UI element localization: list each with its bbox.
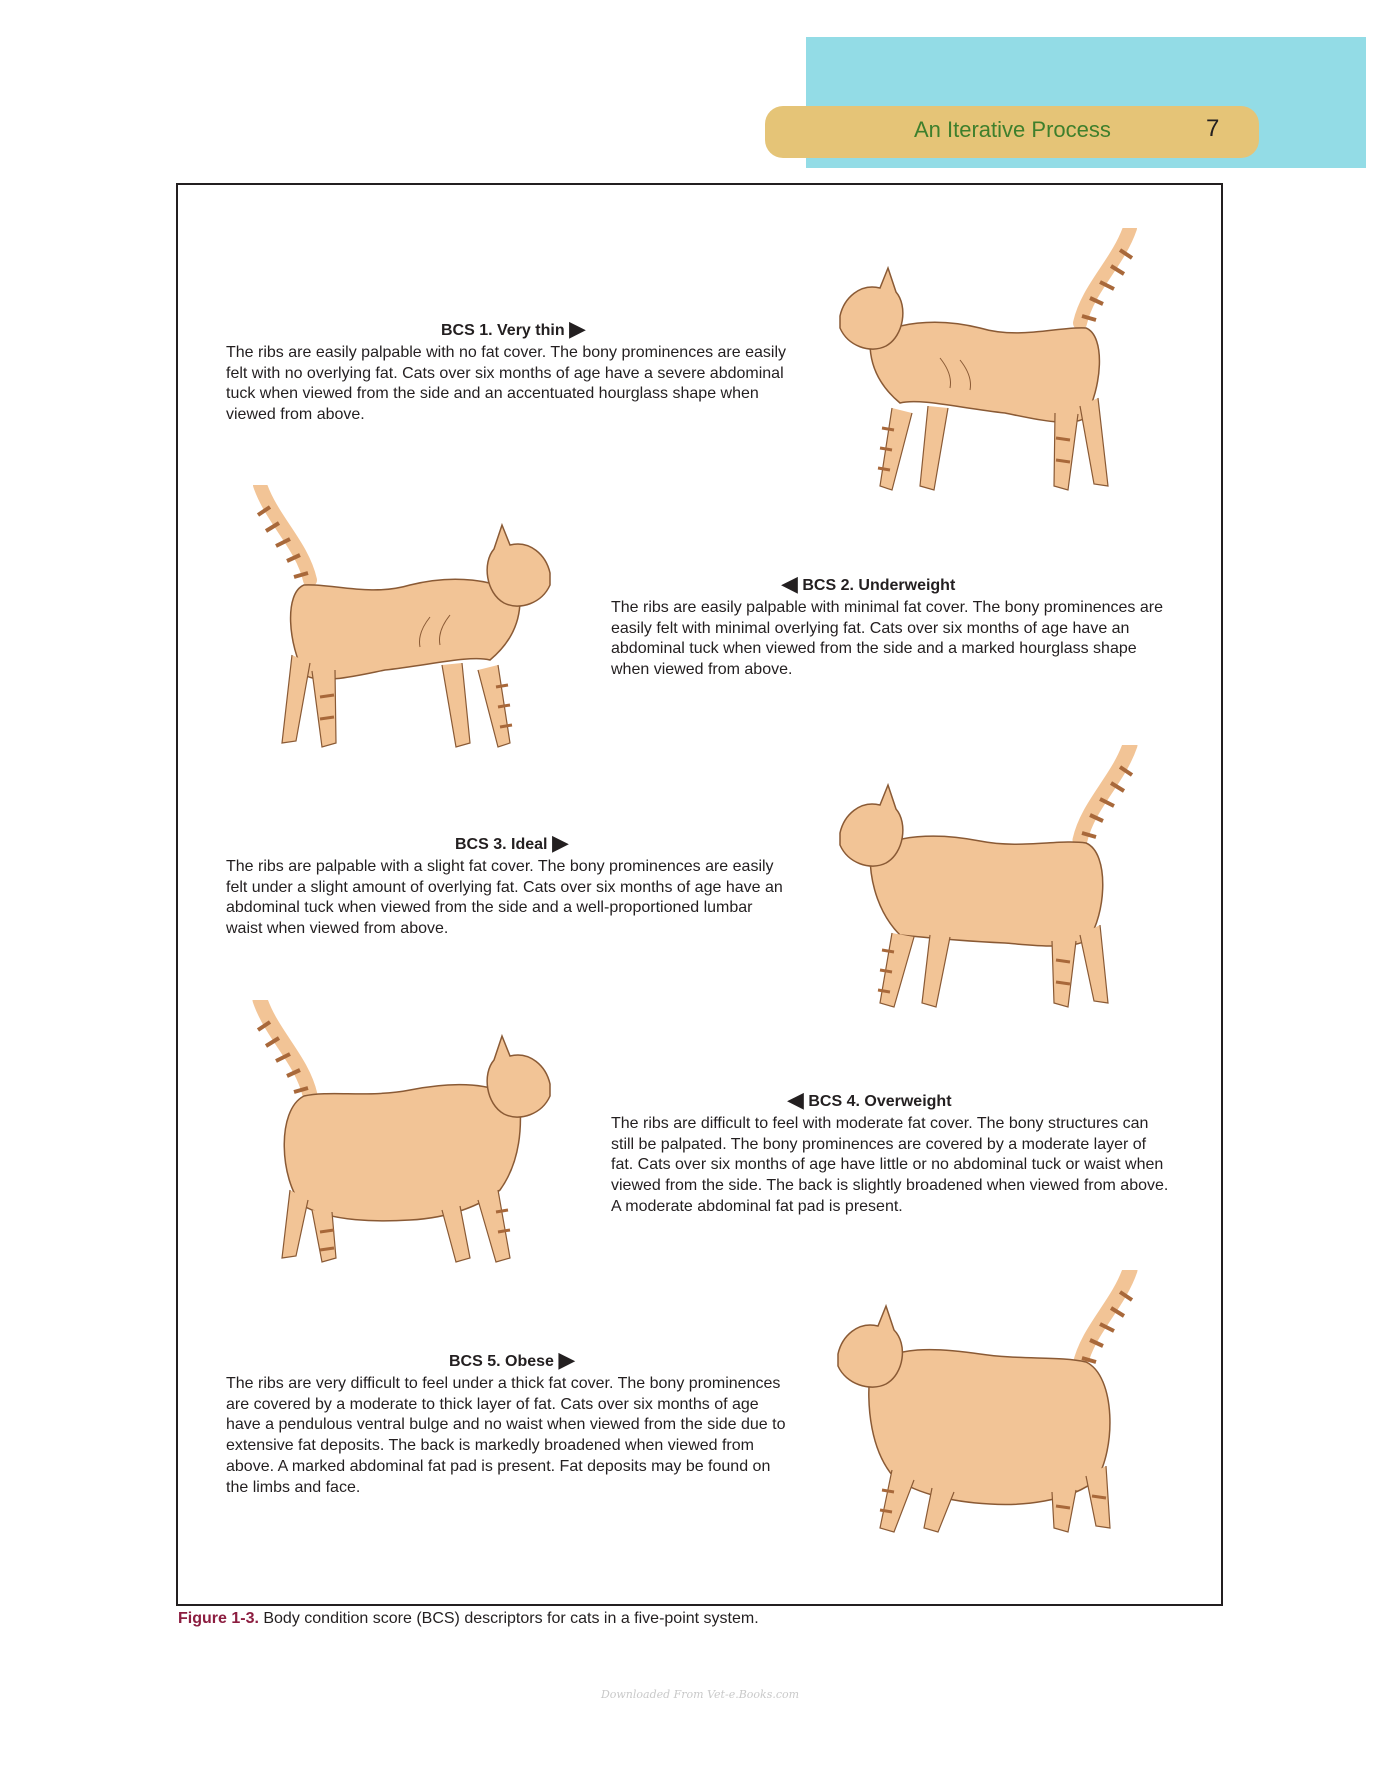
- arrow-left-icon: ◀: [787, 1087, 804, 1112]
- arrow-left-icon: ◀: [781, 571, 798, 596]
- bcs-heading-3: [226, 832, 786, 856]
- watermark: Downloaded From Vet-e.Books.com: [600, 1688, 800, 1701]
- bcs-heading-text: BCS 5. Obese: [449, 1353, 554, 1370]
- bcs-heading-4: [611, 1089, 1171, 1113]
- bcs-heading-2: [611, 573, 1171, 597]
- bcs-heading-text: BCS 2. Underweight: [802, 577, 956, 594]
- bcs-description-5: The ribs are very difficult to feel under a thick fat cover. The bony prominences are covered by a moderate to thick layer of fat. Cats over six months of age have a pendulous ventral bulge and no waist when viewed from the side due to extensive fat deposits. The back is markedly broadened when viewed from above. A marked abdominal fat pad is present. Fat deposits may be found on the limbs and face.: [226, 1374, 786, 1496]
- bcs-description-4: The ribs are difficult to feel with moderate fat cover. The bony structures can still be palpated. The bony prominences are covered by a moderate layer of fat. Cats over six months of age have little or no abdominal tuck or waist when viewed from the side. The back is slightly broadened when viewed from above. A moderate abdominal fat pad is present.: [611, 1114, 1169, 1215]
- cat-illustration-bcs-1: [830, 228, 1170, 508]
- bcs-entry-3: [226, 832, 786, 940]
- arrow-right-icon: ▶: [551, 830, 569, 855]
- bcs-entry-2: [611, 573, 1171, 681]
- bcs-heading-text: BCS 4. Overweight: [808, 1093, 952, 1110]
- cat-illustration-bcs-4: [220, 1000, 560, 1280]
- bcs-heading-text: BCS 3. Ideal: [455, 836, 548, 853]
- bcs-description-2: The ribs are easily palpable with minimal fat cover. The bony prominences are easily felt with minimal overlying fat. Cats over six months of age have an abdominal tuck when viewed from the side and a marked hourglass shape when viewed from above.: [611, 598, 1163, 679]
- running-head: An Iterative Process: [914, 117, 1111, 142]
- arrow-right-icon: ▶: [569, 316, 586, 341]
- bcs-entry-4: [611, 1089, 1171, 1218]
- bcs-description-1: The ribs are easily palpable with no fat cover. The bony prominences are easily felt with no overlying fat. Cats over six months of age have a severe abdominal tuck when viewed from the side and an accentuated hourglass shape when viewed from above.: [226, 343, 787, 424]
- figure-caption-text: Body condition score (BCS) descriptors for cats in a five-point system.: [258, 1610, 759, 1627]
- bcs-heading-text: BCS 1. Very thin: [441, 322, 565, 339]
- figure-caption-label: Figure 1-3.: [178, 1610, 259, 1627]
- bcs-description-3: The ribs are palpable with a slight fat cover. The bony prominences are easily felt under a slight amount of overlying fat. Cats over six months of age have an abdominal tuck when viewed from the side and a well-proportioned lumbar waist when viewed from above.: [226, 857, 783, 938]
- cat-illustration-bcs-3: [830, 745, 1170, 1025]
- figure-caption: [178, 1610, 759, 1628]
- bcs-heading-1: [226, 318, 786, 342]
- page-number: 7: [1206, 115, 1220, 142]
- bcs-heading-5: [226, 1349, 786, 1373]
- bcs-entry-5: [226, 1349, 786, 1499]
- arrow-right-icon: ▶: [558, 1347, 576, 1372]
- bcs-entry-1: [226, 318, 786, 426]
- cat-illustration-bcs-2: [220, 485, 560, 765]
- cat-illustration-bcs-5: [830, 1270, 1170, 1550]
